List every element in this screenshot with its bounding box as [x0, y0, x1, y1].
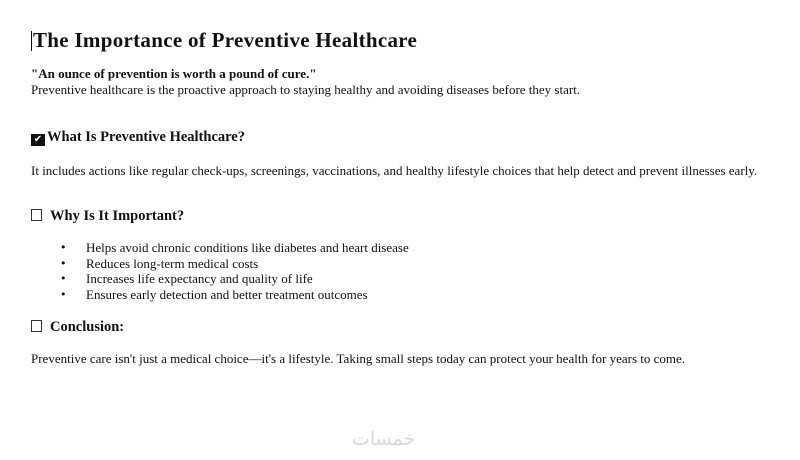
list-item: [60, 240, 409, 256]
intro-quote: "An ounce of prevention is worth a pound of cure.": [31, 66, 317, 81]
list-item: [60, 287, 409, 303]
bullet-icon: •: [60, 256, 67, 270]
section-heading-text: Why Is It Important?: [50, 208, 185, 224]
text-cursor: [31, 31, 32, 51]
bullet-icon: •: [60, 241, 67, 254]
section-paragraph-conclusion: Preventive care isn't just a medical choice—it's a lifestyle. Taking small steps today can protect your health for years to come.: [31, 351, 686, 366]
list-item-text: Ensures early detection and better treatment outcomes: [86, 287, 368, 303]
list-item-text: Helps avoid chronic conditions like diabetes and heart disease: [86, 240, 409, 255]
empty-box-icon: [31, 209, 42, 221]
list-item-text: Reduces long-term medical costs: [86, 255, 259, 271]
bullet-icon: •: [60, 288, 67, 302]
section-heading-conclusion: [31, 319, 124, 336]
importance-bullet-list: [60, 240, 409, 303]
section-heading-text: What Is Preventive Healthcare?: [47, 129, 245, 145]
intro-paragraph: Preventive healthcare is the proactive approach to staying healthy and avoiding diseases before they start.: [31, 82, 581, 97]
empty-box-icon: [31, 320, 42, 332]
list-item-text: Increases life expectancy and quality of life: [86, 271, 313, 287]
page-title: The Importance of Preventive Healthcare: [33, 28, 418, 52]
watermark-logo: خمسات: [352, 428, 416, 450]
checkmark-box-icon: ✔: [31, 134, 45, 146]
list-item: [60, 271, 409, 287]
section-heading-what: [31, 129, 245, 146]
list-item: [60, 256, 409, 272]
section-heading-why: [31, 208, 184, 225]
bullet-icon: •: [60, 272, 67, 286]
section-paragraph-what: It includes actions like regular check-ups, screenings, vaccinations, and healthy lifestyle choices that help detect and prevent illnesses early.: [31, 163, 758, 178]
section-heading-text: Conclusion:: [50, 319, 125, 335]
